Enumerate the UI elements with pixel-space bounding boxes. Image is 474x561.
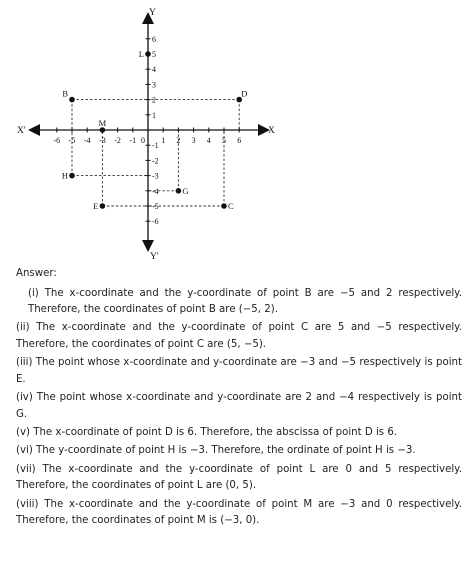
point-label: G	[182, 185, 189, 196]
y-tick-label: -3	[152, 171, 159, 181]
x-tick-label: -5	[68, 136, 76, 145]
point-marker	[100, 203, 106, 209]
y-axis-negative-label: Y'	[150, 252, 159, 262]
y-axis-arrow-down	[142, 240, 154, 252]
answer-item: (viii) The x-coordinate and the y-coordinate of point M are −3 and 0 respectively. Therefore, the coordinates of point M is (−3, 0).	[16, 498, 462, 527]
x-axis-positive-label: X	[268, 126, 275, 136]
answer-item: (ii) The x-coordinate and the y-coordinate of point C are 5 and −5 respectively. Therefore, the coordinates of point C are (5, −5).	[16, 322, 462, 351]
axes	[17, 8, 275, 262]
x-tick-label: -6	[53, 136, 61, 145]
point-label: L	[138, 49, 144, 59]
y-tick-label: 3	[152, 80, 156, 90]
answer-item: (vii) The x-coordinate and the y-coordinate of point L are 0 and 5 respectively. Therefore, the coordinates of point L are (0, 5).	[16, 463, 462, 492]
origin-label: 0	[141, 136, 145, 145]
y-tick-label: 4	[152, 65, 156, 75]
x-tick-label: -1	[129, 136, 137, 145]
x-tick-label: -2	[114, 136, 121, 145]
point-label: H	[61, 170, 68, 181]
y-tick-label: -2	[152, 156, 159, 166]
y-tick-label: -4	[152, 186, 159, 196]
point-marker	[176, 188, 182, 194]
x-tick-label: -4	[83, 136, 91, 145]
answer-item: (iii) The point whose x-coordinate and y-coordinate are −3 and −5 respectively is point E.	[16, 357, 462, 385]
y-tick-label: -6	[152, 217, 159, 227]
x-axis-negative-label: X'	[17, 126, 26, 136]
coordinate-plane-figure	[0, 0, 474, 262]
point-label: C	[228, 201, 234, 211]
y-tick-label: 6	[152, 34, 156, 44]
point-marker	[69, 97, 75, 103]
answer-block	[16, 266, 462, 531]
x-tick-label: 2	[176, 136, 181, 145]
answer-item: (vi) The y-coordinate of point H is −3. Therefore, the ordinate of point H is −3.	[16, 445, 416, 457]
x-tick-label: 6	[237, 136, 242, 145]
y-tick-label: -1	[152, 141, 159, 151]
answer-item: (v) The x-coordinate of point D is 6. Therefore, the abscissa of point D is 6.	[16, 427, 398, 439]
point-marker	[145, 51, 151, 57]
x-axis-arrow-left	[28, 124, 40, 136]
answer-item: (i) The x-coordinate and the y-coordinate of point B are −5 and 2 respectively. Therefore, the coordinates of point B are (−5, 2).	[28, 287, 462, 316]
y-tick-label: 5	[152, 50, 156, 59]
y-tick-label: 1	[152, 110, 156, 120]
point-marker	[221, 203, 227, 209]
y-axis-positive-label: Y	[149, 8, 156, 18]
y-tick-label: 2	[152, 95, 156, 105]
point-label: M	[98, 118, 107, 128]
x-tick-label: 4	[206, 136, 211, 145]
point-label: E	[93, 201, 99, 211]
x-tick-label: 5	[222, 136, 226, 145]
point-label: B	[62, 88, 68, 99]
x-tick-label: 3	[191, 136, 196, 145]
point-marker	[69, 173, 75, 179]
answer-item: (iv) The point whose x-coordinate and y-coordinate are 2 and −4 respectively is point G.	[16, 392, 462, 420]
x-tick-label: -3	[99, 136, 106, 145]
point-label: D	[241, 88, 248, 99]
answer-label: Answer:	[16, 268, 57, 279]
answer-list	[16, 286, 462, 530]
x-tick-label: 1	[161, 136, 166, 145]
point-marker	[100, 127, 106, 133]
y-tick-label: -5	[152, 202, 159, 211]
